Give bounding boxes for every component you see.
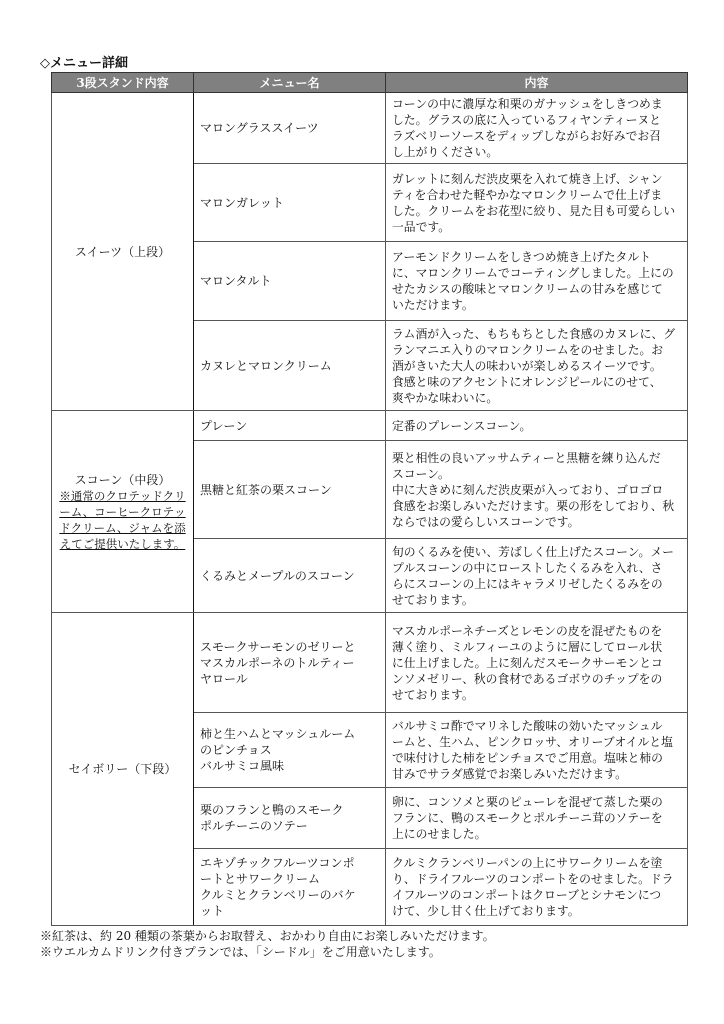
menu-table <box>51 72 688 926</box>
table-header-row <box>52 73 688 93</box>
table-row <box>52 93 688 164</box>
menu-description-cell: 旬のくるみを使い、芳ばしく仕上げたスコーン。メー プルスコーンの中にローストしたくるみを入れ、さ らにスコーンの上にはキャラメリゼしたくるみをの せております。 <box>386 539 688 613</box>
menu-description-cell: ガレットに刻んだ渋皮栗を入れて焼き上げ、シャン ティを合わせた軽やかなマロンクリームで仕上げま した。クリームをお花型に絞り、見た目も可愛らしい 一品です。 <box>386 164 688 242</box>
menu-description-cell: マスカルポーネチーズとレモンの皮を混ぜたものを 薄く塗り、ミルフィーユのように層にしてロール状 に仕上げました。上に刻んだスモークサーモンとコ ンソメゼリー、秋の食材であるゴボウのチップをの せております。 <box>386 613 688 713</box>
menu-description-cell: クルミクランベリーパンの上にサワークリームを塗 り、ドライフルーツのコンポートをのせました。ドラ イフルーツのコンポートはクローブとシナモンにつ けて、少し甘く仕上げております。 <box>386 849 688 926</box>
menu-name-cell: 柿と生ハムとマッシュルーム のピンチョス バルサミコ風味 <box>194 713 386 788</box>
table-row <box>52 411 688 441</box>
category-label: スイーツ（上段） <box>74 244 171 259</box>
menu-description-cell: 定番のプレーンスコーン。 <box>386 411 688 441</box>
menu-name-cell: スモークサーモンのゼリーと マスカルポーネのトルティー ヤロール <box>194 613 386 713</box>
menu-description-cell: 卵に、コンソメと栗のピューレを混ぜて蒸した栗の フランに、鴨のスモークとポルチーニ茸のソテーを 上にのせました。 <box>386 788 688 849</box>
category-label: セイボリー（下段） <box>68 762 177 776</box>
menu-name-cell: カヌレとマロンクリーム <box>194 321 386 411</box>
menu-description-cell: バルサミコ酢でマリネした酸味の効いたマッシュル ームと、生ハム、ピンクロッサ、オリーブオイルと塩 で味付けした柿をピンチョスでご用意。塩味と柿の 甘みでサラダ感覚でお楽しみいただけます。 <box>386 713 688 788</box>
menu-name-cell: くるみとメープルのスコーン <box>194 539 386 613</box>
menu-name-cell: マロンタルト <box>194 242 386 321</box>
header-content: 内容 <box>386 73 688 93</box>
category-label: スコーン（中段） <box>74 472 171 487</box>
menu-name-cell: マロンガレット <box>194 164 386 242</box>
menu-name-cell: プレーン <box>194 411 386 441</box>
menu-name-cell: マロングラススイーツ <box>194 93 386 164</box>
menu-description-cell: アーモンドクリームをしきつめ焼き上げたタルト に、マロンクリームでコーティングしました。上にの せたカシスの酸味とマロンクリームの甘みを感じて いただけます。 <box>386 242 688 321</box>
menu-description-cell: ラム酒が入った、もちもちとした食感のカヌレに、グ ランマニエ入りのマロンクリームをのせました。お 酒がきいた大人の味わいが楽しめるスイーツです。 食感と味のアクセントにオレンジピールにのせて、 爽やかな味わいに。 <box>386 321 688 411</box>
category-note: ※通常のクロテッドクリーム、コーヒークロテッドクリーム、ジャムを添えてご提供いたします。 <box>59 488 186 551</box>
category-cell <box>52 93 194 411</box>
menu-name-cell: 栗のフランと鴨のスモーク ポルチーニのソテー <box>194 788 386 849</box>
footnote-tea: ※紅茶は、約 20 種類の茶葉からお取替え、おかわり自由にお楽しみいただけます。 <box>40 929 495 943</box>
header-menu-name: メニュー名 <box>194 73 386 93</box>
page-title: ◇メニュー詳細 <box>40 56 128 71</box>
footnote-drink: ※ウエルカムドリンク付きプランでは、「シードル」をご用意いたします。 <box>40 945 441 959</box>
menu-name-cell: 黒糖と紅茶の栗スコーン <box>194 441 386 539</box>
menu-name-cell: エキゾチックフルーツコンポ ートとサワークリーム クルミとクランベリーのバケ ット <box>194 849 386 926</box>
menu-description-cell: 栗と相性の良いアッサムティーと黒糖を練り込んだ スコーン。 中に大きめに刻んだ渋皮栗が入っており、ゴロゴロ 食感をお楽しみいただけます。栗の形をしており、秋 ならではの愛らしいスコーンです。 <box>386 441 688 539</box>
category-cell <box>52 613 194 926</box>
category-cell <box>52 411 194 613</box>
menu-description-cell: コーンの中に濃厚な和栗のガナッシュをしきつめま した。グラスの底に入っているフィヤンティーヌと ラズベリーソースをディップしながらお好みでお召 し上がりください。 <box>386 93 688 164</box>
header-stand: 3段スタンド内容 <box>52 73 194 93</box>
table-row <box>52 613 688 713</box>
